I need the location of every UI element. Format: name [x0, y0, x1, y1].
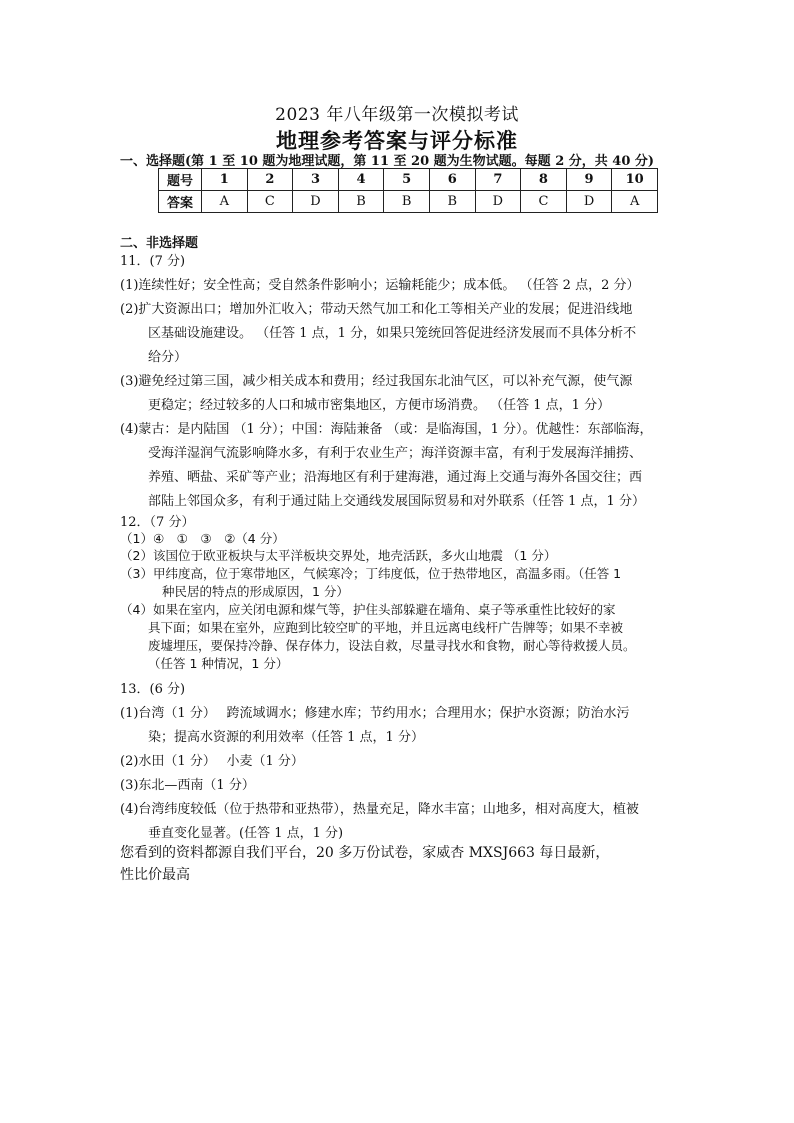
answer-cell: C: [247, 191, 293, 213]
row-label-answer: 答案: [159, 191, 202, 213]
q11-answer-2-cont: 区基础设施建设。 （任答 1 点，1 分，如果只笼统回答促进经济发展而不具体分析不: [148, 326, 637, 341]
q12-answer-3-cont: 种民居的特点的形成原因，1 分）: [162, 584, 349, 599]
question-number: 9: [566, 169, 612, 191]
footer-notice-cont: 性比价最高: [120, 867, 190, 883]
question-number: 8: [521, 169, 567, 191]
q12-title: 12．（7 分）: [120, 515, 195, 530]
question-number-row: [159, 169, 658, 191]
q11-answer-4-cont: 部陆上邻国众多，有利于通过陆上交通线发展国际贸易和对外联系（任答 1 点，1 分）: [148, 494, 645, 509]
question-number: 7: [475, 169, 521, 191]
q13-answer-1-cont: 染；提高水资源的利用效率（任答 1 点，1 分）: [148, 730, 424, 745]
q11-answer-4-cont: 受海洋湿润气流影响降水多，有利于农业生产；海洋资源丰富，有利于发展海洋捕捞、: [148, 446, 643, 461]
document-subtitle: 地理参考答案与评分标准: [276, 128, 518, 153]
q11-answer-4-cont: 养殖、晒盐、采矿等产业；沿海地区有利于建海港，通过海上交通与海外各国交往；西: [148, 470, 643, 485]
q12-answer-4: （4）如果在室内，应关闭电源和煤气等，护住头部躲避在墙角、桌子等承重性比较好的家: [120, 602, 616, 617]
q11-answer-1: (1)连续性好；安全性高；受自然条件影响小；运输耗能少；成本低。 （任答 2 点，2 分）: [120, 278, 640, 293]
q12-answer-3: （3）甲纬度高，位于寒带地区，气候寒冷；丁纬度低，位于热带地区，高温多雨。（任答 1: [120, 566, 622, 581]
answer-cell: A: [612, 191, 658, 213]
q11-answer-2-cont: 给分）: [148, 350, 188, 365]
q11-answer-3: (3)避免经过第三国，减少相关成本和费用；经过我国东北油气区，可以补充气源，使气源: [120, 374, 633, 389]
answer-cell: C: [521, 191, 567, 213]
q13-title: 13．(6 分): [120, 682, 186, 697]
answer-table: [158, 168, 658, 213]
question-number: 2: [247, 169, 293, 191]
q11-answer-3-cont: 更稳定；经过较多的人口和城市密集地区，方便市场消费。 （任答 1 点，1 分）: [148, 398, 611, 413]
q11-title: 11．(7 分): [120, 254, 186, 269]
section1-heading: 一、选择题(第 1 至 10 题为地理试题，第 11 至 20 题为生物试题。每题 2 分，共 40 分): [120, 154, 655, 169]
answer-cell: D: [293, 191, 339, 213]
q13-answer-4: (4)台湾纬度较低（位于热带和亚热带），热量充足，降水丰富；山地多，相对高度大，植被: [120, 802, 639, 817]
footer-notice: 您看到的资料都源自我们平台，20 多万份试卷，家威杏 MXSJ663 每日最新，: [120, 845, 610, 861]
answer-row: [159, 191, 658, 213]
question-number: 1: [202, 169, 248, 191]
q12-answer-4-cont: 具下面；如果在室外，应跑到比较空旷的平地，并且远离电线杆广告牌等；如果不幸被: [148, 620, 624, 635]
q13-answer-1: (1)台湾（1 分） 跨流域调水；修建水库；节约用水；合理用水；保护水资源；防治水污: [120, 706, 630, 721]
question-number: 6: [429, 169, 475, 191]
q13-answer-2: (2)水田（1 分） 小麦（1 分）: [120, 754, 304, 769]
q11-answer-2: (2)扩大资源出口；增加外汇收入；带动天然气加工和化工等相关产业的发展；促进沿线地: [120, 302, 633, 317]
question-number: 4: [338, 169, 384, 191]
q12-answer-2: （2）该国位于欧亚板块与太平洋板块交界处，地壳活跃，多火山地震 （1 分）: [120, 548, 557, 563]
question-number: 5: [384, 169, 430, 191]
question-number: 3: [293, 169, 339, 191]
section2-heading: 二、非选择题: [120, 236, 199, 251]
answer-cell: D: [566, 191, 612, 213]
q12-answer-4-cont: 废墟埋压，要保持冷静、保存体力，设法自救，尽量寻找水和食物，耐心等待救援人员。: [148, 638, 636, 653]
q12-answer-1: （1）④ ① ③ ②（4 分）: [120, 531, 285, 546]
q13-answer-3: (3)东北—西南（1 分）: [120, 778, 255, 793]
exam-title: 2023 年八年级第一次模拟考试: [275, 105, 519, 125]
row-label-question-number: 题号: [159, 169, 202, 191]
q11-answer-4: (4)蒙古：是内陆国 （1 分）；中国：海陆兼备 （或：是临海国，1 分）。优越性：东部临海，: [120, 422, 653, 437]
answer-cell: B: [429, 191, 475, 213]
q13-answer-4-cont: 垂直变化显著。(任答 1 点，1 分): [148, 826, 344, 841]
answer-cell: A: [202, 191, 248, 213]
answer-cell: D: [475, 191, 521, 213]
answer-cell: B: [338, 191, 384, 213]
answer-cell: B: [384, 191, 430, 213]
question-number: 10: [612, 169, 658, 191]
q12-answer-4-cont: （任答 1 种情况，1 分）: [148, 656, 289, 671]
